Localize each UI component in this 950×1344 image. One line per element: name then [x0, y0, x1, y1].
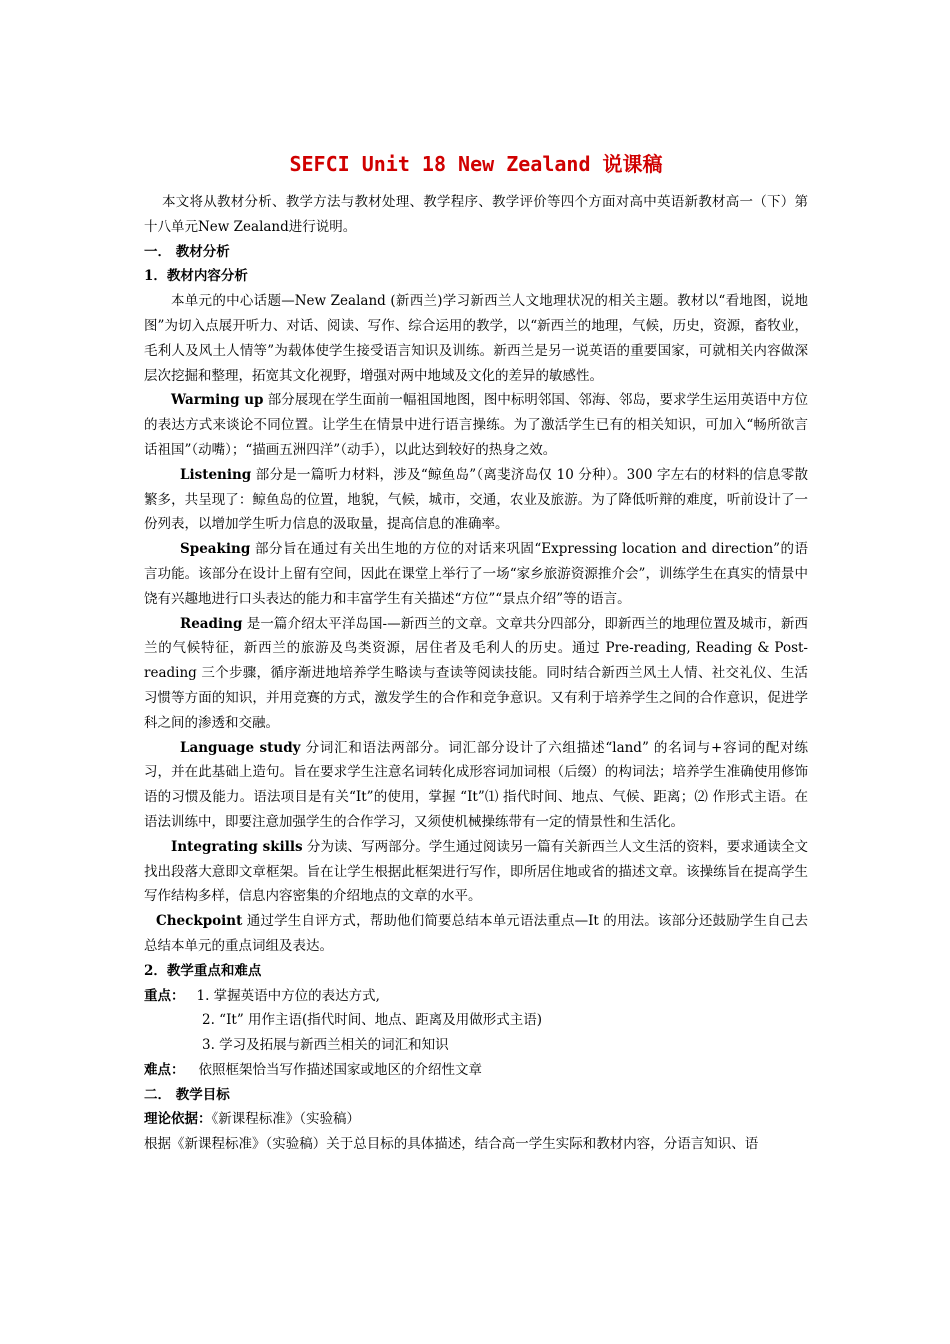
key-point-item: 1. 掌握英语中方位的表达方式, [196, 987, 380, 1004]
speaking-label: Speaking [180, 541, 251, 558]
reading-label: Reading [180, 615, 243, 632]
language-study-label: Language study [180, 739, 301, 756]
listening-paragraph [144, 463, 808, 537]
checkpoint-paragraph [144, 909, 808, 959]
warming-up-text: 部分展现在学生面前一幅祖国地图，图中标明邻国、邻海、邻岛，要求学生运用英语中方位的表达方式来谈论不同位置。让学生在情景中进行语言操练。为了激活学生已有的相关知识，可加入“畅所欲言话祖国”（动嘴）；“描画五洲四洋”（动手），以此达到较好的热身之效。 [144, 392, 808, 458]
warming-up-label: Warming up [171, 392, 264, 409]
listening-label: Listening [180, 466, 252, 483]
speaking-paragraph [144, 537, 808, 611]
sub2-heading: 2．教学重点和难点 [144, 962, 262, 979]
section1-heading: 一． 教材分析 [144, 243, 230, 260]
sub1-heading: 1．教材内容分析 [144, 268, 248, 285]
difficulty-line [144, 1058, 808, 1083]
warming-up-paragraph [144, 388, 808, 462]
theory-label: 理论依据： [144, 1111, 212, 1128]
key-points-line [144, 984, 808, 1009]
section2-heading: 二． 教学目标 [144, 1086, 230, 1103]
reading-text: 是一篇介绍太平洋岛国-—新西兰的文章。文章共分四部分，即新西兰的地理位置及城市，新西兰的气候特征，新西兰的旅游及鸟类资源，居住者及毛利人的历史。通过 Pre-reading, Reading & Post-reading 三个步骤，循序渐进地培养学生略读与查读等阅读技能。同时结合新西兰风土人情、社交礼仪、生活习惯等方面的知识，并用竞赛的方式，激发学生的合作和竞争意识。又有利于培养学生之间的合作意识，促进学科之间的渗透和交融。 [144, 615, 808, 731]
integrating-skills-text: 分为读、写两部分。学生通过阅读另一篇有关新西兰人文生活的资料，要求通读全文找出段落大意即文章框架。旨在让学生根据此框架进行写作，即所居住地或省的描述文章。该操练旨在提高学生写作结构多样，信息内容密集的介绍地点的文章的水平。 [144, 838, 808, 905]
document-page [144, 150, 808, 1157]
integrating-skills-label: Integrating skills [171, 838, 303, 855]
listening-text: 部分是一篇听力材料，涉及“鲸鱼岛”（离斐济岛仅 10 分种）。300 字左右的材料的信息零散繁多，共呈现了：鲸鱼岛的位置，地貌，气候，城市，交通，农业及旅游。为了降低听辩的难度，听前设计了一份列表，以增加学生听力信息的汲取量，提高信息的准确率。 [144, 466, 808, 533]
intro-paragraph: 本文将从教材分析、教学方法与教材处理、教学程序、教学评价等四个方面对高中英语新教材高一（下）第十八单元New Zealand进行说明。 [144, 194, 808, 235]
objectives-intro-line: 根据《新课程标准》（实验稿）关于总目标的具体描述，结合高一学生实际和教材内容，分语言知识、语 [144, 1136, 759, 1153]
key-point-item: 2. “It” 用作主语(指代时间、地点、距离及用做形式主语) [202, 1012, 543, 1029]
language-study-paragraph [144, 736, 808, 835]
theory-text: 《新课程标准》（实验稿） [211, 1111, 360, 1128]
checkpoint-label: Checkpoint [156, 913, 243, 930]
checkpoint-text: 通过学生自评方式，帮助他们简要总结本单元语法重点—It 的用法。该部分还鼓励学生自己去总结本单元的重点词组及表达。 [144, 913, 808, 954]
theory-line [144, 1107, 808, 1132]
overview-paragraph: 本单元的中心话题—New Zealand (新西兰)学习新西兰人文地理状况的相关主题。教材以“看地图，说地图”为切入点展开听力、对话、阅读、写作、综合运用的教学，以“新西兰的地理，气候，历史，资源，畜牧业，毛利人及风土人情等”为载体使学生接受语言知识及训练。新西兰是另一说英语的重要国家，可就相关内容做深层次挖掘和整理，拓宽其文化视野，增强对两中地域及文化的差异的敏感性。 [144, 293, 808, 384]
document-title [144, 150, 808, 178]
key-points-label: 重点： [144, 987, 185, 1004]
reading-paragraph [144, 612, 808, 736]
integrating-skills-paragraph [144, 835, 808, 909]
title-chinese: 说课稿 [602, 152, 663, 176]
language-study-text: 分词汇和语法两部分。词汇部分设计了六组描述“land” 的名词与+容词的配对练习，并在此基础上造句。旨在要求学生注意名词转化成形容词加词根（后缀）的构词法；培养学生准确使用修饰语的习惯及能力。语法项目是有关“It”的使用，掌握 “It”⑴ 指代时间、地点、气候、距离；⑵ 作形式主语。在语法训练中，即要注意加强学生的合作学习，又须使机械操练带有一定的情景性和生活化。 [144, 739, 808, 830]
key-point-item: 3. 学习及拓展与新西兰相关的词汇和知识 [202, 1037, 449, 1054]
speaking-text: 部分旨在通过有关出生地的方位的对话来巩固“Expressing location and direction”的语言功能。该部分在设计上留有空间，因此在课堂上举行了一场“家乡旅游资源推介会”，训练学生在真实的情景中饶有兴趣地进行口头表达的能力和丰富学生有关描述“方位”“景点介绍”等的语言。 [144, 541, 808, 607]
difficulty-text: 依照框架恰当写作描述国家或地区的介绍性文章 [198, 1061, 482, 1078]
difficulty-label: 难点： [144, 1061, 185, 1078]
title-english: SEFCI Unit 18 New Zealand [289, 152, 603, 176]
